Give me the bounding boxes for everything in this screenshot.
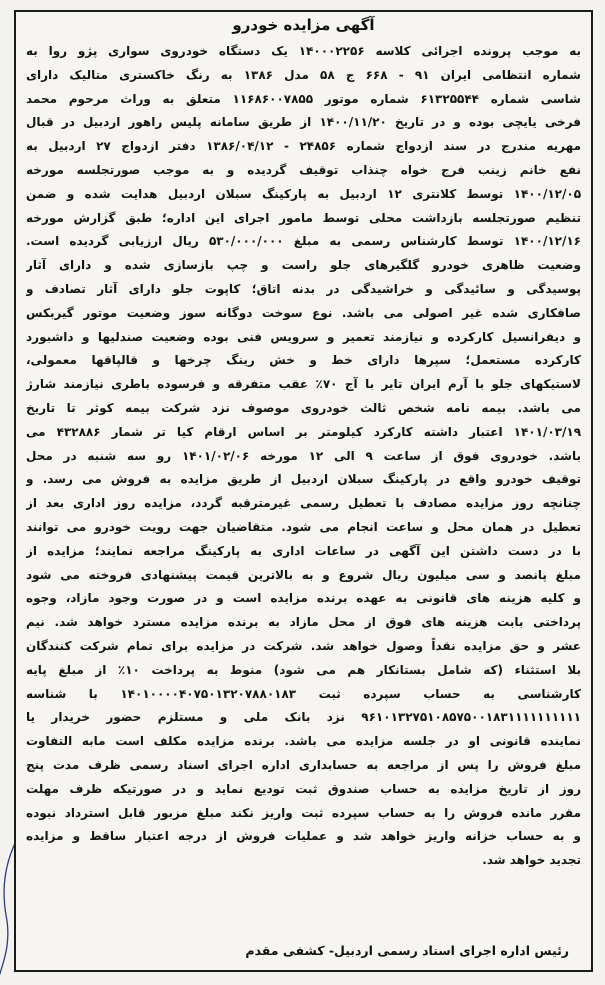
notice-body-line: باشد. خودروی فوق از ساعت ۹ الی ۱۲ مورخه ۱۴۰۱/۰۲/۰۶ رو سه شنبه در محل [26, 448, 581, 463]
notice-body-line: وضعیت ظاهری خودرو گلگیرهای جلو راست و چپ بازسازی شده و دارای آثار [26, 258, 581, 273]
notice-body [26, 40, 581, 873]
notice-body-line: مبلغ پانصد و سی میلیون ریال شروع و به بالاترین قیمت پیشنهادی فروخته می شود [26, 567, 581, 582]
notice-body-line: و کلیه هزینه های قانونی به عهده برنده مزایده است و در صورت وجود مازاد، وجوه [26, 591, 581, 606]
notice-body-line: عشر و حق مزایده نقداً وصول خواهد شد. شرکت در مزایده برای تمام شرکت کنندگان [26, 638, 581, 653]
notice-body-line: توقیف خودرو واقع در پارکینگ سبلان اردبیل از طریق مزایده به فروش می رسد. و [26, 472, 581, 487]
notice-body-line: ۱۴۰۱/۰۳/۱۹ اعتبار داشته کارکرد کیلومتر بر اساس ارقام کیا تر شمار ۴۳۲۸۸۶ می [26, 424, 581, 439]
notice-body-line: ۹۶۱۰۱۳۲۷۵۱۰۸۵۷۵۰۰۱۸۳۱۱۱۱۱۱۱۱۱۱ نزد بانک ملی و مستلزم حضور خریدار یا [26, 710, 581, 725]
notice-body-line: مهریه مندرج در سند ازدواج شماره ۲۴۸۵۶ - ۱۳۸۶/۰۴/۱۲ دفتر ازدواج ۲۷ اردبیل به [26, 139, 581, 154]
notice-title: آگهی مزایده خودرو [232, 16, 375, 34]
notice-body-line: شاسی شماره ۶۱۳۲۵۵۴۴ شماره موتور ۱۱۶۸۶۰۰۷۸۵۵ متعلق به وراث مرحوم محمد [26, 91, 581, 106]
notice-body-line: چنانچه روز مزایده مصادف با تعطیل رسمی غیرمترقبه گردد، مزایده روز اداری بعد از [26, 496, 581, 511]
notice-body-line: به موجب پرونده اجرائی کلاسه ۱۴۰۰۰۲۲۵۶ یک دستگاه خودروی سواری پژو روا به [26, 44, 581, 58]
notice-body-line: و دیفرانسیل کارکرده و نیازمند تعمیر و سرویس فنی بوده وضعیت صندلیها و داشبورد [26, 329, 581, 344]
notice-body-line: ۱۴۰۰/۱۲/۱۶ توسط کارشناس رسمی به مبلغ ۵۳۰/۰۰۰/۰۰۰ ریال ارزیابی گردیده است. [26, 234, 581, 249]
notice-body-line: روز از تاریخ مزایده به حساب صندوق ثبت تودیع نماید و در صورتیکه ظرف مهلت [26, 781, 581, 796]
notice-body-line: مقرر مانده فروش را به حساب سپرده ثبت واریز نکند مبلغ مزبور قابل استرداد نبوده [26, 805, 581, 820]
notice-body-line: کارشناسی به حساب سپرده ثبت ۱۴۰۱۰۰۰۰۴۰۷۵۰۱۳۲۰۷۸۸۰۱۸۳ با شناسه [26, 686, 581, 701]
notice-body-line: بلا استثناء (که شامل بستانکار هم می شود) منوط به پرداخت ۱۰٪ از مبلغ پایه [26, 662, 581, 677]
notice-body-line: با در دست داشتن این آگهی در ساعات اداری به پارکینگ مراجعه نمایند؛ مزایده از [26, 543, 581, 558]
notice-body-line: نفع خانم زینب فرج خواه چنذاب توقیف گردیده و به موجب صورتجلسه مورخه [26, 162, 581, 177]
notice-body-line: پرداختی بابت هزینه های فوق از محل مازاد به برنده مزایده مسترد خواهد شد. نیم [26, 615, 581, 630]
notice-body-line: صافکاری شده غیر اصولی می باشد. نوع سوخت دوگانه سوز وضعیت موتور گیربکس [26, 305, 581, 320]
notice-body-line: کارکرده مستعمل؛ سپرها دارای خط و خش رینگ چرخها و قالپاقها معمولی، [26, 353, 581, 368]
notice-body-line: و به حساب خزانه واریز خواهد شد و عملیات فروش از درجه اعتبار ساقط و مزایده [26, 829, 581, 844]
signature-line: رئیس اداره اجرای اسناد رسمی اردبیل- کشفی مقدم [245, 943, 569, 958]
notice-body-line: می باشد. بیمه نامه شخص ثالث خودروی موصوف نزد شرکت بیمه کوثر تا تاریخ [26, 400, 581, 415]
notice-body-line: مبلغ فروش را پس از مراجعه به حسابداری اداره اجرای اسناد رسمی ظرف مدت پنج [26, 757, 581, 772]
notice-body-line: لاستیکهای جلو با آرم ایران تایر با آج ۷۰٪ عقب متفرقه و فرسوده باطری نیازمند شارژ [26, 377, 581, 392]
notice-body-line: پوسیدگی و سائیدگی و خراشیدگی در بدنه اتاق؛ کاپوت جلو دارای آثار تصادف و [26, 281, 581, 296]
notice-body-line: ۱۴۰۰/۱۲/۰۵ توسط کلانتری ۱۲ اردبیل به پارکینگ سبلان اردبیل هدایت شده و ضمن [26, 186, 581, 201]
notice-body-line: نماینده قانونی او در جلسه مزایده می باشد. برنده مزایده مکلف است مابه التفاوت [26, 734, 581, 749]
notice-body-line: تعطیل در همان محل و ساعت انجام می شود. متقاضیان جهت رویت خودرو می توانند [26, 519, 581, 534]
notice-body-line: تجدید خواهد شد. [482, 853, 581, 868]
notice-frame [14, 10, 593, 972]
notice-body-line: فرخی یایچی بوده و در تاریخ ۱۴۰۰/۱۱/۲۰ از طریق سامانه پلیس راهور اردبیل در قبال [26, 115, 581, 130]
notice-body-line: تنظیم صورتجلسه بازداشت محلی توسط مامور اجرای این اداره؛ طبق گزارش مورخه [26, 210, 581, 225]
notice-body-line: شماره انتظامی ایران ۹۱ - ۶۶۸ ج ۵۸ مدل ۱۳۸۶ به رنگ خاکستری متالیک دارای [26, 67, 581, 82]
